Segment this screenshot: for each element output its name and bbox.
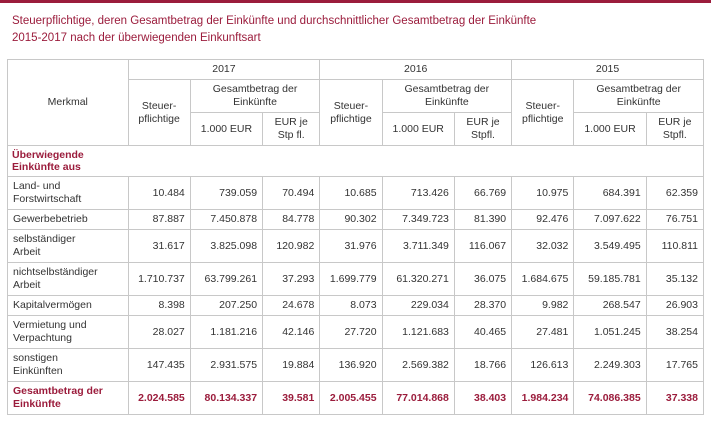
col-header-steuerpflichtige-2016: Steuer- pflichtige [320, 80, 382, 146]
row-label: Gewerbebetrieb [8, 210, 129, 230]
table-cell-value: 7.349.723 [382, 210, 454, 230]
table-cell-value: 59.185.781 [574, 263, 646, 296]
total-cell-value: 1.984.234 [512, 382, 574, 415]
section-title: Überwiegende Einkünfte aus [8, 146, 704, 177]
table-cell-value: 7.450.878 [190, 210, 262, 230]
table-cell-value: 32.032 [512, 230, 574, 263]
table-cell-value: 81.390 [454, 210, 511, 230]
table-cell-value: 120.982 [263, 230, 320, 263]
table-cell-value: 3.711.349 [382, 230, 454, 263]
page-title [0, 0, 711, 55]
total-cell-value: 77.014.868 [382, 382, 454, 415]
col-header-eur-je-stpfl-2017: EUR je Stp fl. [263, 113, 320, 146]
table-row [8, 349, 704, 382]
table-head [8, 60, 704, 146]
table-cell-value: 26.903 [646, 296, 703, 316]
table-cell-value: 38.254 [646, 316, 703, 349]
table-cell-value: 3.825.098 [190, 230, 262, 263]
table-cell-value: 62.359 [646, 177, 703, 210]
table-cell-value: 63.799.261 [190, 263, 262, 296]
table-cell-value: 61.320.271 [382, 263, 454, 296]
table-cell-value: 90.302 [320, 210, 382, 230]
table-cell-value: 40.465 [454, 316, 511, 349]
row-label: sonstigen Einkünften [8, 349, 129, 382]
table-cell-value: 2.931.575 [190, 349, 262, 382]
total-cell-value: 2.005.455 [320, 382, 382, 415]
table-cell-value: 126.613 [512, 349, 574, 382]
table-cell-value: 37.293 [263, 263, 320, 296]
table-cell-value: 229.034 [382, 296, 454, 316]
table-cell-value: 10.685 [320, 177, 382, 210]
table-cell-value: 10.975 [512, 177, 574, 210]
table-cell-value: 76.751 [646, 210, 703, 230]
table-cell-value: 9.982 [512, 296, 574, 316]
table-cell-value: 35.132 [646, 263, 703, 296]
col-header-gesamtbetrag-2015: Gesamtbetrag der Einkünfte [574, 80, 704, 113]
table-cell-value: 1.051.245 [574, 316, 646, 349]
table-cell-value: 87.887 [128, 210, 190, 230]
table-cell-value: 713.426 [382, 177, 454, 210]
table-cell-value: 268.547 [574, 296, 646, 316]
table-cell-value: 24.678 [263, 296, 320, 316]
table-cell-value: 2.569.382 [382, 349, 454, 382]
table-cell-value: 27.720 [320, 316, 382, 349]
total-cell-value: 39.581 [263, 382, 320, 415]
table-cell-value: 84.778 [263, 210, 320, 230]
col-header-steuerpflichtige-2015: Steuer- pflichtige [512, 80, 574, 146]
table-cell-value: 66.769 [454, 177, 511, 210]
table-cell-value: 2.249.303 [574, 349, 646, 382]
table-body [8, 146, 704, 415]
col-header-year-2015: 2015 [512, 60, 704, 80]
total-cell-value: 80.134.337 [190, 382, 262, 415]
row-label: Kapitalvermögen [8, 296, 129, 316]
table-row [8, 177, 704, 210]
table-cell-value: 31.617 [128, 230, 190, 263]
statistics-table [7, 59, 704, 415]
total-cell-value: 74.086.385 [574, 382, 646, 415]
header-row-years [8, 60, 704, 80]
table-cell-value: 42.146 [263, 316, 320, 349]
table-cell-value: 147.435 [128, 349, 190, 382]
total-cell-value: 38.403 [454, 382, 511, 415]
table-cell-value: 28.370 [454, 296, 511, 316]
table-cell-value: 110.811 [646, 230, 703, 263]
col-header-gesamtbetrag-2017: Gesamtbetrag der Einkünfte [190, 80, 320, 113]
col-header-steuerpflichtige-2017: Steuer- pflichtige [128, 80, 190, 146]
table-cell-value: 1.181.216 [190, 316, 262, 349]
table-cell-value: 8.073 [320, 296, 382, 316]
table-cell-value: 116.067 [454, 230, 511, 263]
total-row-label: Gesamtbetrag der Einkünfte [8, 382, 129, 415]
table-cell-value: 3.549.495 [574, 230, 646, 263]
table-cell-value: 36.075 [454, 263, 511, 296]
table-cell-value: 27.481 [512, 316, 574, 349]
row-label: nichtselbständiger Arbeit [8, 263, 129, 296]
total-cell-value: 2.024.585 [128, 382, 190, 415]
table-cell-value: 17.765 [646, 349, 703, 382]
table-cell-value: 136.920 [320, 349, 382, 382]
col-header-eur-je-stpfl-2015: EUR je Stpfl. [646, 113, 703, 146]
table-row-section-header [8, 146, 704, 177]
row-label: Vermietung und Verpachtung [8, 316, 129, 349]
table-cell-value: 684.391 [574, 177, 646, 210]
col-header-tsd-eur-2015: 1.000 EUR [574, 113, 646, 146]
table-cell-value: 18.766 [454, 349, 511, 382]
table-row [8, 316, 704, 349]
table-cell-value: 7.097.622 [574, 210, 646, 230]
table-cell-value: 92.476 [512, 210, 574, 230]
table-cell-value: 1.684.675 [512, 263, 574, 296]
table-cell-value: 1.699.779 [320, 263, 382, 296]
col-header-tsd-eur-2017: 1.000 EUR [190, 113, 262, 146]
col-header-merkmal: Merkmal [8, 60, 129, 146]
table-cell-value: 1.710.737 [128, 263, 190, 296]
table-cell-value: 739.059 [190, 177, 262, 210]
table-cell-value: 1.121.683 [382, 316, 454, 349]
col-header-tsd-eur-2016: 1.000 EUR [382, 113, 454, 146]
table-cell-value: 207.250 [190, 296, 262, 316]
row-label: Land- und Forstwirtschaft [8, 177, 129, 210]
table-row [8, 210, 704, 230]
table-cell-value: 28.027 [128, 316, 190, 349]
col-header-eur-je-stpfl-2016: EUR je Stpfl. [454, 113, 511, 146]
table-cell-value: 31.976 [320, 230, 382, 263]
table-row [8, 296, 704, 316]
col-header-gesamtbetrag-2016: Gesamtbetrag der Einkünfte [382, 80, 512, 113]
table-row-total [8, 382, 704, 415]
row-label: selbständiger Arbeit [8, 230, 129, 263]
table-row [8, 263, 704, 296]
title-line-1: Steuerpflichtige, deren Gesamtbetrag der Einkünfte und durchschnittlicher Gesamtbetrag der Einkünfte [12, 15, 537, 27]
table-row [8, 230, 704, 263]
title-line-2: 2015-2017 nach der überwiegenden Einkunftsart [12, 32, 261, 44]
col-header-year-2017: 2017 [128, 60, 320, 80]
table-cell-value: 70.494 [263, 177, 320, 210]
col-header-year-2016: 2016 [320, 60, 512, 80]
table-cell-value: 19.884 [263, 349, 320, 382]
total-cell-value: 37.338 [646, 382, 703, 415]
table-cell-value: 8.398 [128, 296, 190, 316]
table-cell-value: 10.484 [128, 177, 190, 210]
